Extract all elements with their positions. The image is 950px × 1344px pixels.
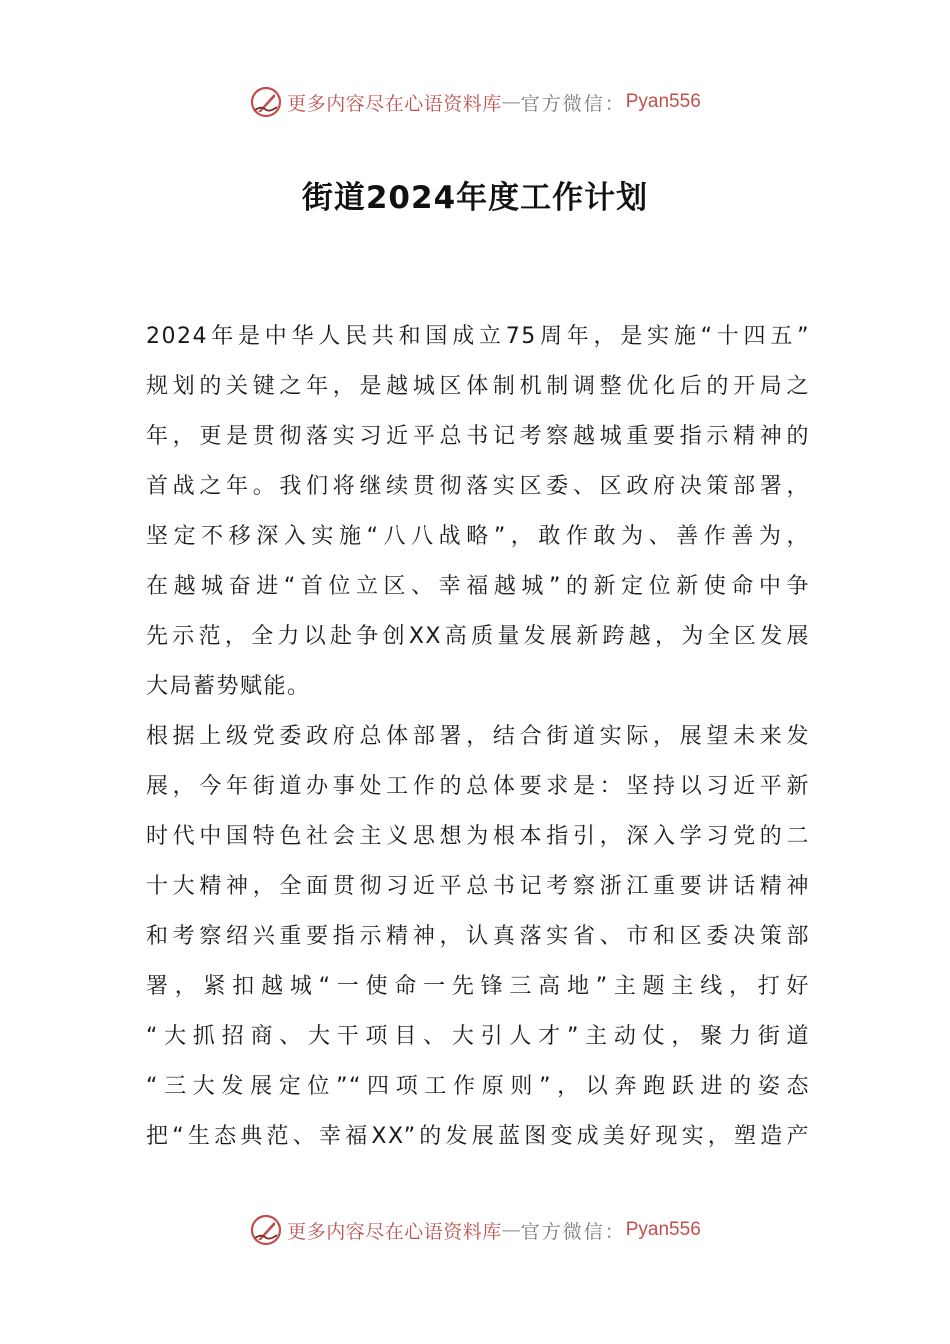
header-wechat-id: Pyan556 — [625, 91, 701, 112]
paragraph-line: 和考察绍兴重要指示精神，认真落实省、市和区委决策部 — [146, 924, 810, 949]
footer-watermark-banner — [0, 1210, 950, 1250]
paragraph-line: 坚定不移深入实施“八八战略”，敢作敢为、善作善为， — [146, 524, 810, 549]
paragraph-line: 先示范，全力以赴争创XX高质量发展新跨越，为全区发展 — [146, 624, 810, 649]
header-watermark-banner — [0, 82, 950, 122]
document-body — [146, 312, 810, 1162]
quill-pen-logo-icon — [249, 85, 283, 119]
paragraph-line: 2024年是中华人民共和国成立75周年，是实施“十四五” — [146, 324, 810, 349]
footer-wechat-id: Pyan556 — [625, 1219, 701, 1240]
paragraph-line: “大抓招商、大干项目、大引人才”主动仗，聚力街道 — [146, 1024, 810, 1049]
paragraph-line: 署，紧扣越城“一使命一先锋三高地”主题主线，打好 — [146, 974, 810, 999]
footer-separator: — — [501, 1219, 521, 1241]
paragraph-line: 在越城奋进“首位立区、幸福越城”的新定位新使命中争 — [146, 574, 810, 599]
paragraph-line: 大局蓄势赋能。 — [146, 674, 311, 699]
header-separator: — — [501, 91, 521, 113]
paragraph-line: 时代中国特色社会主义思想为根本指引，深入学习党的二 — [146, 824, 810, 849]
paragraph-line: 展，今年街道办事处工作的总体要求是：坚持以习近平新 — [146, 774, 810, 799]
paragraph-2 — [146, 712, 810, 1162]
paragraph-1 — [146, 312, 810, 712]
paragraph-line: 规划的关键之年，是越城区体制机制调整优化后的开局之 — [146, 374, 810, 399]
paragraph-line: 把“生态典范、幸福XX”的发展蓝图变成美好现实，塑造产 — [146, 1124, 810, 1149]
paragraph-line: 十大精神，全面贯彻习近平总书记考察浙江重要讲话精神 — [146, 874, 810, 899]
paragraph-line: 根据上级党委政府总体部署，结合街道实际，展望未来发 — [146, 724, 810, 749]
footer-brand-text: 更多内容尽在心语资料库 — [287, 1220, 502, 1243]
footer-wechat-label: 官方微信： — [520, 1220, 626, 1243]
header-brand-text: 更多内容尽在心语资料库 — [287, 92, 502, 115]
document-title: 街道2024年度工作计划 — [301, 180, 649, 216]
paragraph-line: 年，更是贯彻落实习近平总书记考察越城重要指示精神的 — [146, 424, 810, 449]
quill-pen-logo-icon — [249, 1213, 283, 1247]
paragraph-line: 首战之年。我们将继续贯彻落实区委、区政府决策部署， — [146, 474, 810, 499]
paragraph-line: “三大发展定位”“四项工作原则”，以奔跑跃进的姿态 — [146, 1074, 810, 1099]
header-wechat-label: 官方微信： — [520, 92, 626, 115]
